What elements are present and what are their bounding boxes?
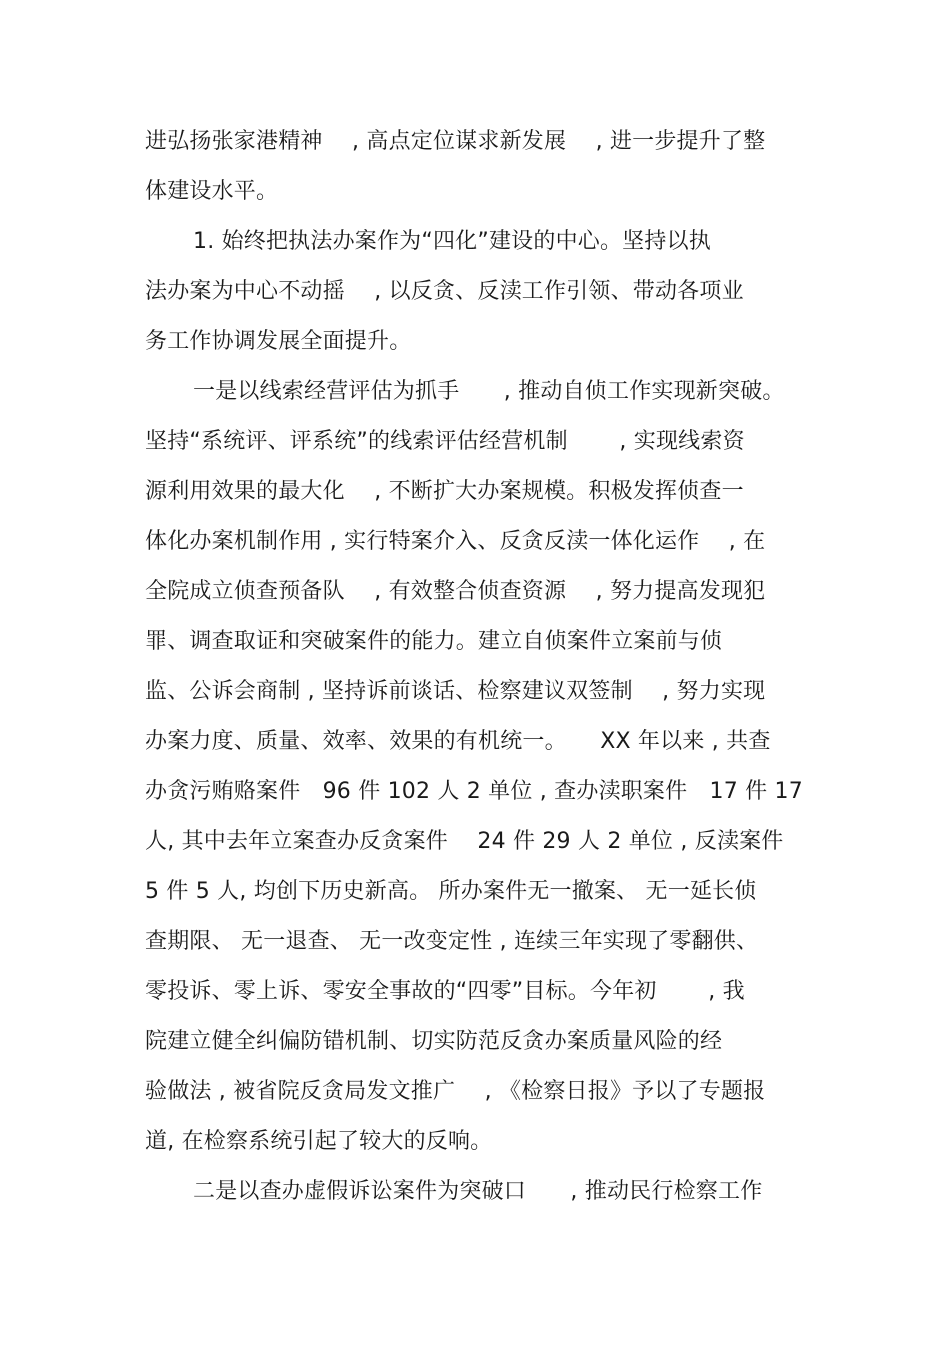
paragraph-heading: 1. 始终把执法办案作为“四化”建设的中心。坚持以执 xyxy=(193,229,711,254)
text-line: 验做法 , 被省院反贪局发文推广 , 《检察日报》予以了专题报 xyxy=(145,1079,766,1104)
text-line: 体建设水平。 xyxy=(145,179,279,204)
text-line: 道, 在检察系统引起了较大的反响。 xyxy=(145,1129,493,1154)
paragraph-start: 二是以查办虚假诉讼案件为突破口 , 推动民行检察工作 xyxy=(193,1179,763,1204)
text-line: 源利用效果的最大化 , 不断扩大办案规模。积极发挥侦查一 xyxy=(145,479,744,504)
text-line: 人, 其中去年立案查办反贪案件 24 件 29 人 2 单位 , 反渎案件 xyxy=(145,829,784,854)
text-line: 坚持“系统评、评系统”的线索评估经营机制 , 实现线索资 xyxy=(145,429,745,454)
text-line: 体化办案机制作用 , 实行特案介入、反贪反渎一体化运作 , 在 xyxy=(145,529,766,554)
paragraph-start: 一是以线索经营评估为抓手 , 推动自侦工作实现新突破。 xyxy=(193,379,785,404)
text-line: 全院成立侦查预备队 , 有效整合侦查资源 , 努力提高发现犯 xyxy=(145,579,766,604)
text-line: 办案力度、质量、效率、效果的有机统一。 XX 年以来 , 共查 xyxy=(145,729,771,754)
text-line: 5 件 5 人, 均创下历史新高。 所办案件无一撤案、 无一延长侦 xyxy=(145,879,757,904)
text-line: 监、公诉会商制 , 坚持诉前谈话、检察建议双签制 , 努力实现 xyxy=(145,679,766,704)
text-line: 罪、调查取证和突破案件的能力。建立自侦案件立案前与侦 xyxy=(145,629,723,654)
text-line: 务工作协调发展全面提升。 xyxy=(145,329,412,354)
text-line: 院建立健全纠偏防错机制、切实防范反贪办案质量风险的经 xyxy=(145,1029,723,1054)
text-line: 零投诉、零上诉、零安全事故的“四零”目标。今年初 , 我 xyxy=(145,979,745,1004)
text-line: 查期限、 无一退查、 无一改变定性 , 连续三年实现了零翻供、 xyxy=(145,929,759,954)
text-line: 办贪污贿赂案件 96 件 102 人 2 单位 , 查办渎职案件 17 件 17 xyxy=(145,779,803,804)
text-line: 法办案为中心不动摇 , 以反贪、反渎工作引领、带动各项业 xyxy=(145,279,744,304)
text-line: 进弘扬张家港精神 , 高点定位谋求新发展 , 进一步提升了整 xyxy=(145,129,766,154)
